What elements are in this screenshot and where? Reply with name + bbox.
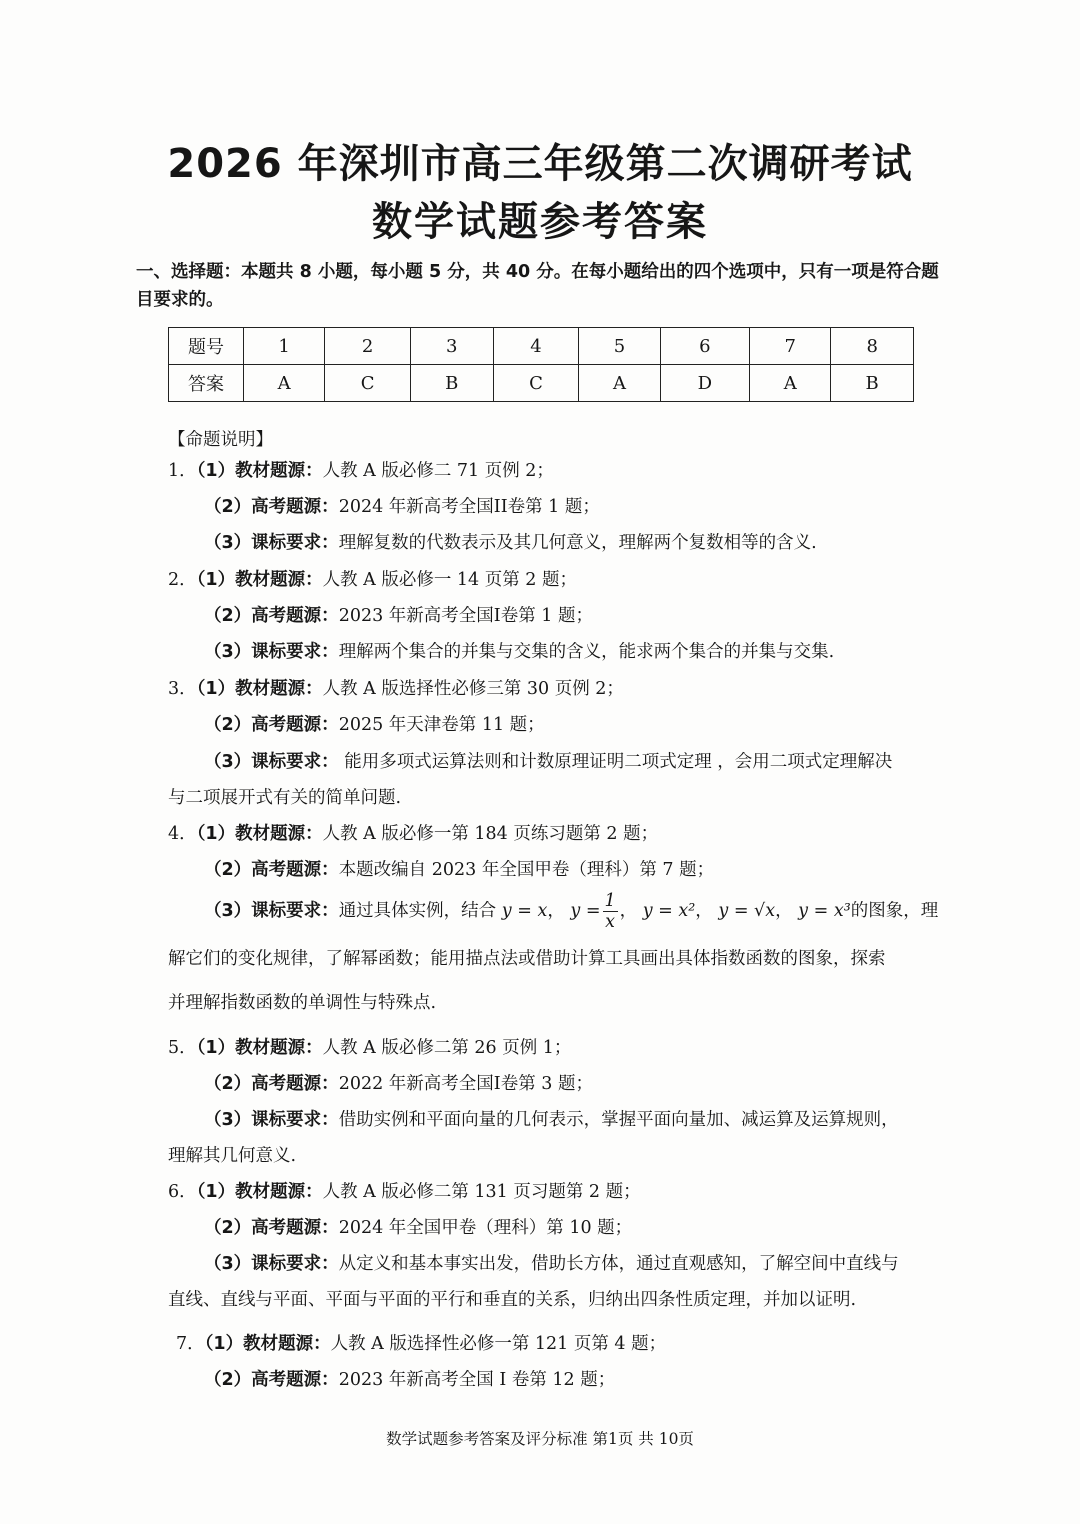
item-6-standard xyxy=(204,1250,899,1275)
label-textbook: （1）教材题源： xyxy=(196,679,323,699)
item-5-gaokao xyxy=(204,1070,593,1095)
item-4-standard-cont: 解它们的变化规律，了解幂函数；能用描点法或借助计算工具画出具体指数函数的图象，探索 xyxy=(168,949,886,969)
item-text: 理解复数的代数表示及其几何意义，理解两个复数相等的含义. xyxy=(338,533,817,553)
item-text: 能用多项式运算法则和计数原理证明二项式定理 ，会用二项式定理解决 xyxy=(338,752,893,772)
formula: y = x³ xyxy=(798,901,851,921)
table-cell: 3 xyxy=(410,328,493,365)
answer-table-row-answers xyxy=(169,365,914,402)
table-cell: 5 xyxy=(579,328,660,365)
item-text: 2022 年新高考全国I卷第 3 题； xyxy=(338,1074,593,1094)
table-cell: D xyxy=(660,365,750,402)
table-cell: 2 xyxy=(325,328,411,365)
page-subtitle: 数学试题参考答案 xyxy=(372,199,708,245)
item-4-gaokao xyxy=(204,856,714,881)
item-2-textbook xyxy=(168,566,577,591)
formula: y = √x xyxy=(718,901,776,921)
item-3-gaokao xyxy=(204,711,545,736)
answer-table-row-numbers xyxy=(169,328,914,365)
item-text: 2025 年天津卷第 11 题； xyxy=(338,715,545,735)
label-textbook: （1）教材题源： xyxy=(196,1182,323,1202)
item-text: 从定义和基本事实出发，借助长方体，通过直观感知，了解空间中直线与 xyxy=(338,1254,899,1274)
label-textbook: （1）教材题源： xyxy=(196,1038,323,1058)
item-text: 通过具体实例，结合 xyxy=(338,901,497,921)
label-gaokao: （2）高考题源： xyxy=(204,606,339,626)
label-standard: （3）课标要求： xyxy=(204,752,339,772)
formula: y = xyxy=(570,901,601,921)
table-header-cell: 答案 xyxy=(169,365,244,402)
item-number: 1． xyxy=(168,461,197,481)
item-7-textbook xyxy=(176,1330,666,1355)
item-text: 人教 A 版选择性必修一第 121 页第 4 题； xyxy=(330,1334,667,1354)
table-cell: A xyxy=(750,365,831,402)
table-cell: 1 xyxy=(244,328,325,365)
table-cell: B xyxy=(831,365,914,402)
table-cell: A xyxy=(244,365,325,402)
item-text: 2023 年新高考全国I卷第 1 题； xyxy=(338,606,593,626)
item-number: 5． xyxy=(168,1038,197,1058)
item-text: 本题改编自 2023 年全国甲卷（理科）第 7 题； xyxy=(338,860,715,880)
label-textbook: （1）教材题源： xyxy=(204,1334,331,1354)
item-text: 人教 A 版必修一第 184 页练习题第 2 题； xyxy=(322,824,659,844)
item-text: 人教 A 版必修二第 26 页例 1； xyxy=(322,1038,572,1058)
label-gaokao: （2）高考题源： xyxy=(204,1218,339,1238)
formula: y = x xyxy=(501,901,548,921)
label-textbook: （1）教材题源： xyxy=(196,824,323,844)
item-text: 人教 A 版必修一 14 页第 2 题； xyxy=(322,570,577,590)
label-textbook: （1）教材题源： xyxy=(196,461,323,481)
label-gaokao: （2）高考题源： xyxy=(204,715,339,735)
formula: y = x² xyxy=(642,901,696,921)
item-number: 2． xyxy=(168,570,197,590)
item-2-gaokao xyxy=(204,602,593,627)
item-6-gaokao xyxy=(204,1214,632,1239)
page-title: 2026 年深圳市高三年级第二次调研考试 xyxy=(167,141,913,187)
item-1-textbook xyxy=(168,457,554,482)
page-footer: 数学试题参考答案及评分标准 第1页 共 10页 xyxy=(386,1430,694,1448)
table-cell: 7 xyxy=(750,328,831,365)
item-5-standard xyxy=(204,1106,899,1131)
item-3-textbook xyxy=(168,675,624,700)
table-cell: 4 xyxy=(493,328,579,365)
label-standard: （3）课标要求： xyxy=(204,642,339,662)
item-number: 4． xyxy=(168,824,197,844)
item-text: 2023 年新高考全国 I 卷第 12 题； xyxy=(338,1370,616,1390)
label-standard: （3）课标要求： xyxy=(204,901,339,921)
item-text: 的图象，理 xyxy=(850,901,939,921)
item-number: 6． xyxy=(168,1182,197,1202)
table-cell: A xyxy=(579,365,660,402)
item-3-standard xyxy=(204,748,892,773)
item-1-standard xyxy=(204,529,817,554)
item-2-standard xyxy=(204,638,834,663)
label-gaokao: （2）高考题源： xyxy=(204,497,339,517)
item-7-gaokao xyxy=(204,1366,615,1391)
item-5-standard-cont: 理解其几何意义. xyxy=(168,1146,297,1166)
table-header-cell: 题号 xyxy=(169,328,244,365)
item-text: 人教 A 版必修二第 131 页习题第 2 题； xyxy=(322,1182,641,1202)
label-standard: （3）课标要求： xyxy=(204,1110,339,1130)
item-6-standard-cont: 直线、直线与平面、平面与平面的平行和垂直的关系，归纳出四条性质定理，并加以证明. xyxy=(168,1290,857,1310)
answer-table xyxy=(168,327,914,402)
fraction-numerator: 1 xyxy=(604,891,616,911)
table-cell: C xyxy=(325,365,411,402)
item-3-standard-cont: 与二项展开式有关的简单问题. xyxy=(168,788,402,808)
fraction xyxy=(603,891,618,932)
label-gaokao: （2）高考题源： xyxy=(204,860,339,880)
item-number: 3． xyxy=(168,679,197,699)
table-cell: C xyxy=(493,365,579,402)
item-4-standard: （3）课标要求：通过具体实例，结合 y = x， y = $\frac{1}{x}$ ， y = x²， y = √x， y = x³的图象，理 xyxy=(204,891,939,932)
label-gaokao: （2）高考题源： xyxy=(204,1370,339,1390)
label-gaokao: （2）高考题源： xyxy=(204,1074,339,1094)
item-4-textbook xyxy=(168,820,658,845)
table-cell: 6 xyxy=(660,328,750,365)
item-1-gaokao xyxy=(204,493,600,518)
item-text: 2024 年全国甲卷（理科）第 10 题； xyxy=(338,1218,633,1238)
item-text: 人教 A 版必修二 71 页例 2； xyxy=(322,461,554,481)
item-4-standard-cont: 并理解指数函数的单调性与特殊点. xyxy=(168,993,437,1013)
item-text: 人教 A 版选择性必修三第 30 页例 2； xyxy=(322,679,624,699)
table-cell: B xyxy=(410,365,493,402)
item-text: 理解两个集合的并集与交集的含义，能求两个集合的并集与交集. xyxy=(338,642,835,662)
item-number: 7． xyxy=(176,1334,205,1354)
section-heading: 一、选择题：本题共 8 小题，每小题 5 分，共 40 分。在每小题给出的四个选项中，只有一项是符合题目要求的。 xyxy=(136,262,939,310)
fraction-denominator: x xyxy=(605,912,616,932)
label-standard: （3）课标要求： xyxy=(204,1254,339,1274)
item-text: 借助实例和平面向量的几何表示，掌握平面向量加、减运算及运算规则， xyxy=(338,1110,899,1130)
table-cell: 8 xyxy=(831,328,914,365)
item-6-textbook xyxy=(168,1178,641,1203)
label-textbook: （1）教材题源： xyxy=(196,570,323,590)
item-5-textbook xyxy=(168,1034,571,1059)
note-heading: 【命题说明】 xyxy=(168,430,273,450)
item-text: 2024 年新高考全国II卷第 1 题； xyxy=(338,497,600,517)
label-standard: （3）课标要求： xyxy=(204,533,339,553)
